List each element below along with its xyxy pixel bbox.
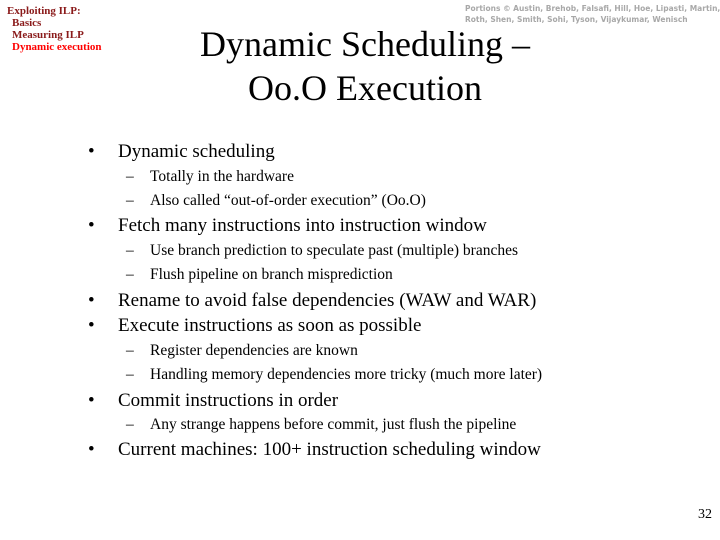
bullet-text: Rename to avoid false dependencies (WAW and WAR) xyxy=(118,290,537,311)
bullet-marker: • xyxy=(88,215,95,236)
bullet-text: Dynamic scheduling xyxy=(118,141,275,162)
subbullet-text: Also called “out-of-order execution” (Oo.O) xyxy=(150,192,426,209)
nav-item-dynamic-execution[interactable]: Dynamic execution xyxy=(12,41,102,53)
subbullet-marker: – xyxy=(126,192,134,209)
subbullet-marker: – xyxy=(126,366,134,383)
subbullet-marker: – xyxy=(126,266,134,283)
bullet-text: Execute instructions as soon as possible xyxy=(118,315,422,336)
nav-item-basics[interactable]: Basics xyxy=(12,17,42,29)
subbullet-marker: – xyxy=(126,416,134,433)
subbullet-text: Use branch prediction to speculate past (multiple) branches xyxy=(150,242,518,259)
bullet-marker: • xyxy=(88,141,95,162)
slide-title xyxy=(150,22,580,110)
bullet-text: Fetch many instructions into instruction window xyxy=(118,215,487,236)
slide-nav xyxy=(7,5,102,53)
subbullet-text: Totally in the hardware xyxy=(150,168,294,185)
nav-item-exploiting-ilp[interactable]: Exploiting ILP: xyxy=(7,5,81,17)
subbullet-marker: – xyxy=(126,342,134,359)
bullet-marker: • xyxy=(88,315,95,336)
subbullet-marker: – xyxy=(126,168,134,185)
subbullet-text: Any strange happens before commit, just flush the pipeline xyxy=(150,416,517,433)
bullet-text: Commit instructions in order xyxy=(118,390,339,411)
nav-item-measuring-ilp[interactable]: Measuring ILP xyxy=(12,29,84,41)
subbullet-marker: – xyxy=(126,242,134,259)
subbullet-text: Register dependencies are known xyxy=(150,342,358,359)
bullet-marker: • xyxy=(88,390,95,411)
credits-line-2: Roth, Shen, Smith, Sohi, Tyson, Vijaykumar, Wenisch xyxy=(465,15,688,24)
subbullet-text: Handling memory dependencies more tricky (much more later) xyxy=(150,366,543,383)
slide-title-line-2: Oo.O Execution xyxy=(248,68,482,108)
subbullet-text: Flush pipeline on branch misprediction xyxy=(150,266,393,283)
page-number: 32 xyxy=(698,507,712,522)
bullet-marker: • xyxy=(88,439,95,460)
slide-title-line-1: Dynamic Scheduling – xyxy=(200,24,530,64)
credits-line-1: Portions © Austin, Brehob, Falsafi, Hill, Hoe, Lipasti, Martin, xyxy=(465,4,720,13)
bullet-text: Current machines: 100+ instruction scheduling window xyxy=(118,439,541,460)
bullet-marker: • xyxy=(88,290,95,311)
